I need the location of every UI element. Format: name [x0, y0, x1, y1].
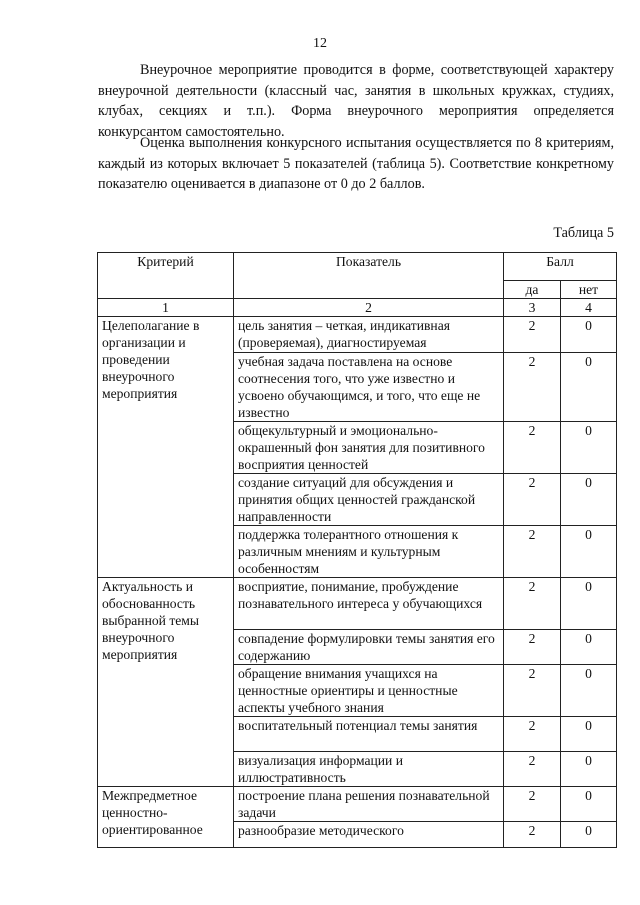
score-yes-cell: 2: [504, 665, 561, 717]
table-row: [98, 578, 617, 630]
column-number: 4: [561, 299, 617, 317]
criteria-table: [97, 252, 617, 848]
score-yes-cell: 2: [504, 422, 561, 474]
indicator-cell: учебная задача поставлена на основе соотнесения того, что уже известно и усвоено обучающимся, и того, что еще не известно: [234, 353, 504, 422]
indicator-cell: разнообразие методического: [234, 822, 504, 848]
score-no-cell: 0: [561, 717, 617, 752]
indicator-cell: построение плана решения познавательной задачи: [234, 787, 504, 822]
paragraph-event-form: Внеурочное мероприятие проводится в форме, соответствующей характеру внеурочной деятельности (классный час, занятия в школьных кружках, студиях, клубах, секциях и т.п.). Форма внеурочного мероприятия определяется конкурсантом самостоятельно.: [98, 62, 614, 140]
score-no-cell: 0: [561, 422, 617, 474]
criterion-cell: Актуальность и обоснованность выбранной темы внеурочного мероприятия: [98, 578, 234, 787]
score-no-cell: 0: [561, 474, 617, 526]
header-yes: да: [504, 281, 561, 299]
indicator-cell: общекультурный и эмоционально-окрашенный фон занятия для позитивного восприятия ценностей: [234, 422, 504, 474]
indicator-cell: цель занятия – четкая, индикативная (проверяемая), диагностируемая: [234, 317, 504, 353]
indicator-cell: поддержка толерантного отношения к различным мнениям и культурным особенностям: [234, 526, 504, 578]
criterion-cell: Межпредметное ценностно-ориентированное: [98, 787, 234, 848]
score-no-cell: 0: [561, 578, 617, 630]
indicator-cell: создание ситуаций для обсуждения и принятия общих ценностей гражданской направленности: [234, 474, 504, 526]
table-row: [98, 787, 617, 822]
indicator-cell: визуализация информации и иллюстративность: [234, 752, 504, 787]
criterion-cell: Целеполагание в организации и проведении внеурочного мероприятия: [98, 317, 234, 578]
score-no-cell: 0: [561, 665, 617, 717]
column-number: 3: [504, 299, 561, 317]
score-yes-cell: 2: [504, 717, 561, 752]
score-no-cell: 0: [561, 317, 617, 353]
score-no-cell: 0: [561, 353, 617, 422]
score-yes-cell: 2: [504, 822, 561, 848]
indicator-cell: совпадение формулировки темы занятия его содержанию: [234, 630, 504, 665]
column-number: 1: [98, 299, 234, 317]
column-number: 2: [234, 299, 504, 317]
header-score: Балл: [504, 253, 617, 281]
score-yes-cell: 2: [504, 630, 561, 665]
header-indicator: Показатель: [234, 253, 504, 299]
score-yes-cell: 2: [504, 787, 561, 822]
table-row: [98, 317, 617, 353]
paragraph-evaluation: Оценка выполнения конкурсного испытания осуществляется по 8 критериям, каждый из которых включает 5 показателей (таблица 5). Соответствие конкретному показателю оценивается в диапазоне от 0 до 2 баллов.: [98, 135, 614, 192]
score-yes-cell: 2: [504, 474, 561, 526]
header-criterion: Критерий: [98, 253, 234, 299]
score-no-cell: 0: [561, 787, 617, 822]
score-yes-cell: 2: [504, 317, 561, 353]
score-no-cell: 0: [561, 752, 617, 787]
score-yes-cell: 2: [504, 353, 561, 422]
score-no-cell: 0: [561, 822, 617, 848]
indicator-cell: обращение внимания учащихся на ценностные ориентиры и ценностные аспекты учебного знания: [234, 665, 504, 717]
score-yes-cell: 2: [504, 578, 561, 630]
table-caption: Таблица 5: [553, 225, 614, 241]
indicator-cell: воспитательный потенциал темы занятия: [234, 717, 504, 752]
score-yes-cell: 2: [504, 752, 561, 787]
score-no-cell: 0: [561, 526, 617, 578]
header-no: нет: [561, 281, 617, 299]
score-yes-cell: 2: [504, 526, 561, 578]
indicator-cell: восприятие, понимание, пробуждение познавательного интереса у обучающихся: [234, 578, 504, 630]
score-no-cell: 0: [561, 630, 617, 665]
page-number: 12: [313, 36, 327, 51]
